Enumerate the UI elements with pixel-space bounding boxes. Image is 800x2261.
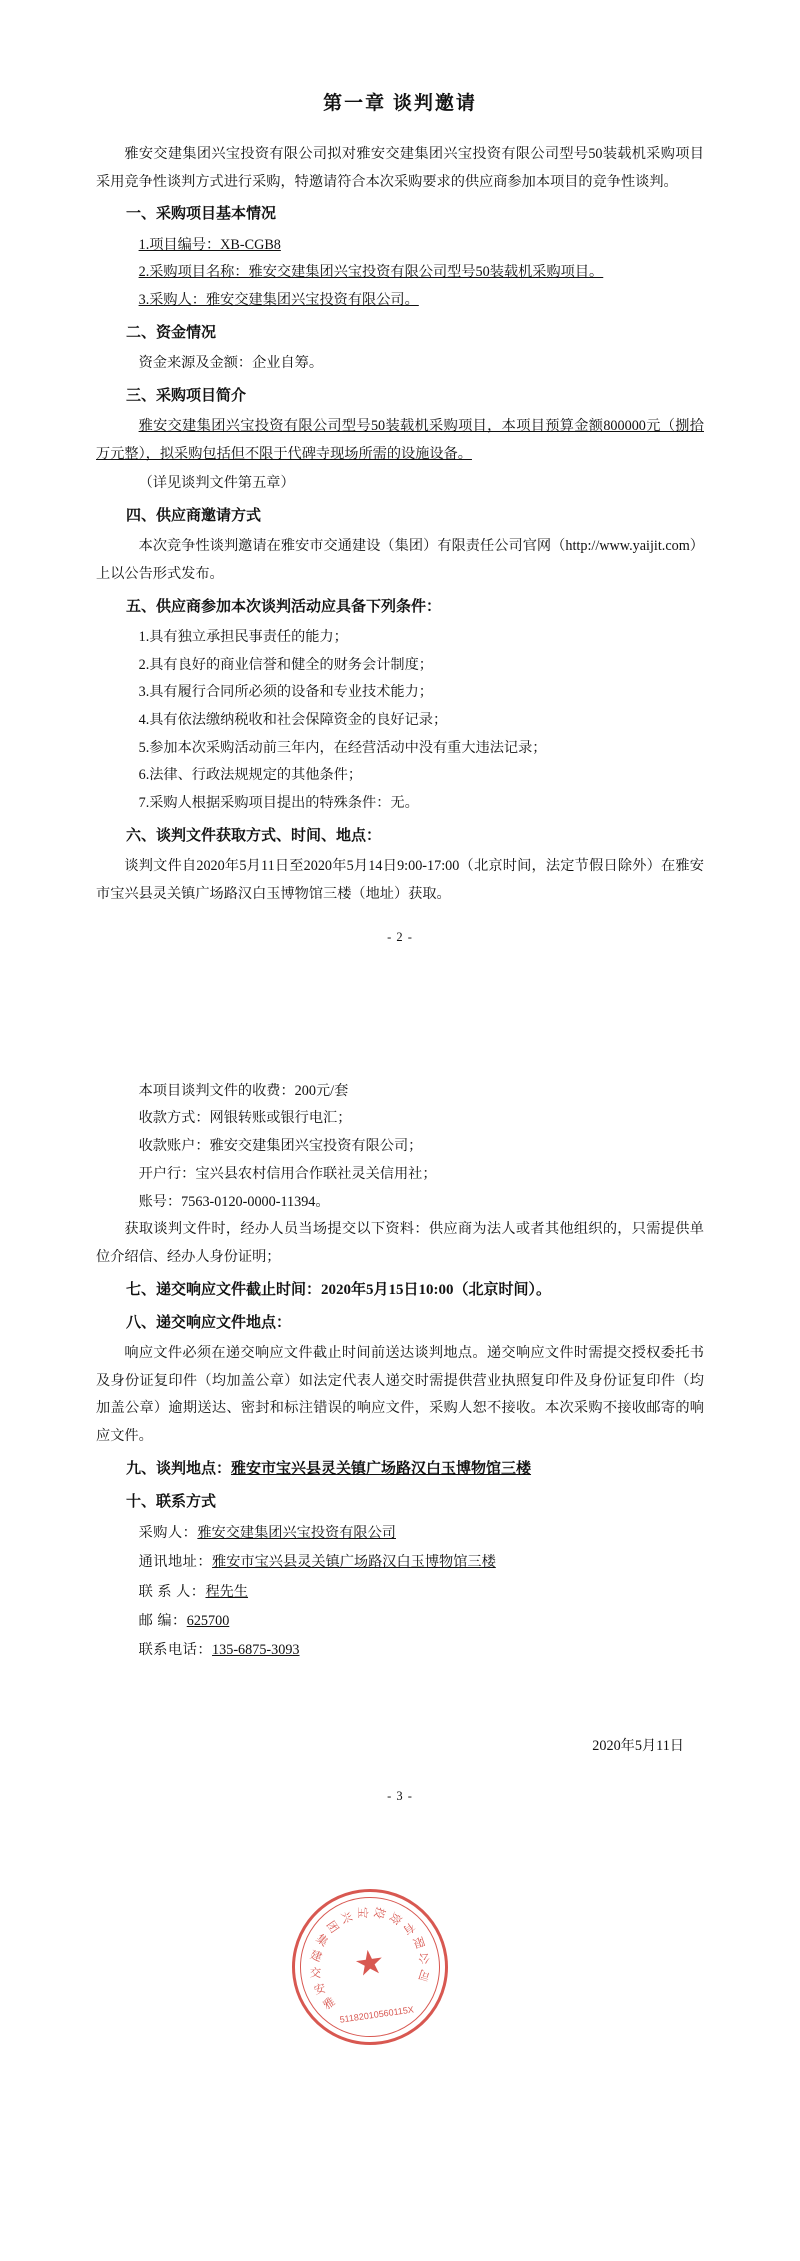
section-heading-7: 七、递交响应文件截止时间：2020年5月15日10:00（北京时间）。 — [126, 1281, 551, 1298]
page-number-top: - 2 - — [387, 930, 413, 945]
section-heading-3: 三、采购项目简介 — [126, 387, 247, 404]
section-5-item-5: 5.参加本次采购活动前三年内，在经营活动中没有重大违法记录； — [138, 739, 547, 756]
signature-date: 2020年5月11日 — [592, 1737, 684, 1754]
fee-note: 获取谈判文件时，经办人员当场提交以下资料：供应商为法人或者其他组织的，只需提供单位介绍信、经办人身份证明； — [96, 1221, 704, 1265]
contact-label: 通讯地址： — [138, 1554, 213, 1571]
section-heading-9 — [96, 1455, 704, 1484]
section-heading-4: 四、供应商邀请方式 — [126, 507, 262, 524]
contact-label: 邮 编： — [138, 1612, 187, 1629]
section-9-label: 九、谈判地点： — [126, 1460, 232, 1477]
section-3-note: （详见谈判文件第五章） — [138, 475, 295, 492]
contact-label: 联系电话： — [138, 1641, 213, 1658]
section-8-body: 响应文件必须在递交响应文件截止时间前送达谈判地点。递交响应文件时需提交授权委托书及身份证复印件（均加盖公章）如法定代表人递交时需提供营业执照复印件及身份证复印件（均加盖公章）逾期送达、密封和标注错误的响应文件，采购人恕不接收。本次采购不接收邮寄的响应文件。 — [96, 1345, 704, 1445]
section-heading-10: 十、联系方式 — [126, 1494, 217, 1511]
page-title: 第一章 谈判邀请 — [323, 93, 477, 114]
seal-arc-text: 雅 安 交 建 集 团 兴 宝 投 资 有 限 公 司 — [308, 1905, 432, 2013]
fee-line-4: 开户行：宝兴县农村信用合作联社灵关信用社； — [138, 1165, 437, 1182]
section-heading-5: 五、供应商参加本次谈判活动应具备下列条件： — [126, 598, 442, 615]
section-heading-6: 六、谈判文件获取方式、时间、地点： — [126, 827, 382, 844]
section-1-item-1: 1.项目编号：XB-CGB8 — [138, 236, 281, 253]
intro-paragraph: 雅安交建集团兴宝投资有限公司拟对雅安交建集团兴宝投资有限公司型号50装载机采购项目采用竞争性谈判方式进行采购，特邀请符合本次采购要求的供应商参加本项目的竞争性谈判。 — [96, 146, 704, 190]
contact-value: 135-6875-3093 — [212, 1641, 300, 1658]
contact-value: 雅安市宝兴县灵关镇广场路汉白玉博物馆三楼 — [212, 1554, 496, 1571]
fee-line-1: 本项目谈判文件的收费：200元/套 — [138, 1082, 349, 1099]
section-6-body: 谈判文件自2020年5月11日至2020年5月14日9:00-17:00（北京时间，法定节假日除外）在雅安市宝兴县灵关镇广场路汉白玉博物馆三楼（地址）获取。 — [96, 857, 704, 902]
section-1-item-3: 3.采购人：雅安交建集团兴宝投资有限公司。 — [138, 292, 419, 308]
contact-value: 625700 — [186, 1612, 230, 1629]
section-heading-2: 二、资金情况 — [126, 324, 217, 341]
contact-value: 程先生 — [205, 1583, 249, 1600]
section-5-item-6: 6.法律、行政法规规定的其他条件； — [138, 767, 363, 784]
section-9-value: 雅安市宝兴县灵关镇广场路汉白玉博物馆三楼 — [231, 1460, 532, 1477]
contact-row — [96, 1519, 704, 1548]
contact-row — [96, 1636, 704, 1665]
section-3-body: 雅安交建集团兴宝投资有限公司型号50装载机采购项目，本项目预算金额800000元（捌拾万元整），拟采购包括但不限于代碑寺现场所需的设施设备。 — [96, 417, 704, 462]
section-2-item-1: 资金来源及金额：企业自筹。 — [138, 354, 324, 371]
company-seal-stamp — [282, 1879, 458, 2055]
fee-line-2: 收款方式：网银转账或银行电汇； — [138, 1110, 352, 1127]
section-5-item-2: 2.具有良好的商业信誉和健全的财务会计制度； — [138, 656, 433, 673]
page-number-bottom: - 3 - — [387, 1788, 413, 1803]
contact-label: 采购人： — [138, 1525, 198, 1542]
section-5-item-4: 4.具有依法缴纳税收和社会保障资金的良好记录； — [138, 711, 448, 728]
contact-row — [96, 1607, 704, 1636]
section-heading-1: 一、采购项目基本情况 — [126, 206, 277, 223]
seal-code-text: 51182010560115X — [338, 2004, 415, 2025]
section-5-item-1: 1.具有独立承担民事责任的能力； — [138, 628, 348, 645]
section-4-body: 本次竞争性谈判邀请在雅安市交通建设（集团）有限责任公司官网（http://www.yaijit.com）上以公告形式发布。 — [96, 538, 704, 582]
contact-row — [96, 1578, 704, 1607]
fee-line-3: 收款账户：雅安交建集团兴宝投资有限公司； — [138, 1138, 423, 1155]
section-5-item-7: 7.采购人根据采购项目提出的特殊条件：无。 — [138, 794, 419, 811]
seal-inner-ring — [291, 1888, 449, 2046]
contact-row — [96, 1548, 704, 1577]
section-5-item-3: 3.具有履行合同所必须的设备和专业技术能力； — [138, 684, 433, 701]
seal-star-icon: ★ — [351, 1943, 388, 1985]
contact-label: 联 系 人： — [138, 1583, 206, 1600]
fee-line-5: 账号：7563-0120-0000-11394。 — [138, 1193, 330, 1210]
section-1-item-2: 2.采购项目名称：雅安交建集团兴宝投资有限公司型号50装载机采购项目。 — [138, 264, 604, 281]
section-heading-8: 八、递交响应文件地点： — [126, 1314, 292, 1331]
page-break-gap — [96, 958, 704, 1078]
contact-value: 雅安交建集团兴宝投资有限公司 — [197, 1525, 396, 1542]
